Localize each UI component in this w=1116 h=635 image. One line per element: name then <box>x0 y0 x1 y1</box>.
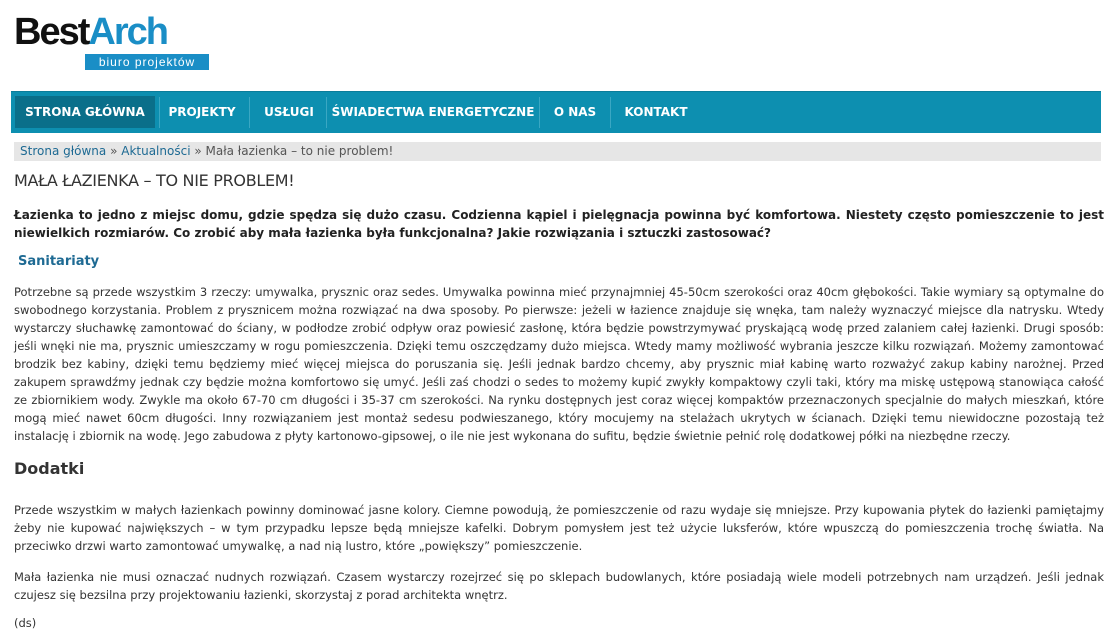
nav-item-swiadectwa[interactable]: ŚWIADECTWA ENERGETYCZNE <box>331 105 535 119</box>
article-paragraph: Potrzebne są przede wszystkim 3 rzeczy: umywalka, prysznic oraz sedes. Umywalka powinna mieć przynajmniej 45-50cm szerokości oraz 40cm głębokości. Takie wymiary są optymalne do swobodnego korzystania. Problem z prysznicem można rozwiązać na dwa sposoby. Po pierwsze: jeżeli w łazience znajduje się wnęka, tam należy wyznaczyć miejsce dla natrysku. Wtedy wystarczy słuchawkę zamontować do ściany, w podłodze zrobić odpływ oraz powiesić zasłonę, która będzie powstrzymywać pryskającą wodę przed zalaniem całej łazienki. Drugi sposób: jeśli wnęki nie ma, prysznic umieszczamy w rogu pomieszczenia. Dzięki temu oszczędzamy dużo miejsca. Wtedy mamy możliwość wybrania jeszcze kilku rozwiązań. Możemy zamontować brodzik bez kabiny, dzięki temu będziemy mieć więcej miejsca do poruszania się. Jeśli jednak bardzo chcemy, aby prysznic miał kabinę warto rozważyć zakup kabiny narożnej. Przed zakupem sprawdźmy jednak czy będzie można komfortowo się umyć. Jeśli zaś chodzi o sedes to możemy kupić zwykły kompaktowy czyli taki, który ma miskę ustępową stanowiąca całość ze zbiornikiem wody. Zwykle ma około 67-70 cm długości i 35-37 cm szerokości. Na rynku dostępnych jest coraz więcej kompaktów przeznaczonych specjalnie do małych mieszkań, które mogą mieć nawet 60cm długości. Inny rozwiązaniem jest montaż sedesu podwieszanego, który mocujemy na stelażach ukrytych w ścianach. Dzięki temu niewidoczne pozostają też instalację i zbiornik na wodę. Jego zabudowa z płyty kartonowo-gipsowej, o ile nie jest wykonana do sufitu, będzie świetnie pełnić rolę dodatkowej półki na niezbędne rzeczy. <box>14 285 1104 443</box>
nav-item-uslugi[interactable]: USŁUGI <box>264 105 314 119</box>
nav-item-strona-glowna[interactable]: STRONA GŁÓWNA <box>15 96 155 128</box>
breadcrumb-separator: » <box>106 144 122 158</box>
breadcrumb-home-link[interactable]: Strona główna <box>20 144 107 158</box>
breadcrumb <box>14 142 1101 161</box>
main-navigation <box>11 91 1101 133</box>
article-lead: Łazienka to jedno z miejsc domu, gdzie spędza się dużo czasu. Codzienna kąpiel i pielęgnacja powinna być komfortowa. Niestety często pomieszczenie to jest niewielkich rozmiarów. Co zrobić aby mała łazienka była funkcjonalna? Jakie rozwiązania i sztuczki zastosować? <box>14 208 1104 240</box>
nav-item-projekty[interactable]: PROJEKTY <box>168 105 236 119</box>
site-logo[interactable] <box>14 10 214 69</box>
breadcrumb-current: Mała łazienka – to nie problem! <box>205 144 394 158</box>
nav-item-kontakt[interactable]: KONTAKT <box>624 105 688 119</box>
article-paragraph: Przede wszystkim w małych łazienkach powinny dominować jasne kolory. Ciemne powodują, że pomieszczenie od razu wydaje się mniejsze. Przy kupowania płytek do łazienki pamiętajmy żeby nie kupować największych – w tym przypadku lepsze będą mniejsze kafelki. Dobrym pomysłem jest też użycie luksferów, które wpuszczą do pomieszczenia trochę światła. Na przeciwko drzwi warto zamontować umywalkę, a nad nią lustro, które „powiększy” pomieszczenie. <box>14 503 1104 553</box>
breadcrumb-separator: » <box>190 144 206 158</box>
logo-wordmark <box>14 10 167 54</box>
logo-tagline: biuro projektów <box>85 54 209 70</box>
nav-item-o-nas[interactable]: O NAS <box>553 105 597 119</box>
article-paragraph: Mała łazienka nie musi oznaczać nudnych rozwiązań. Czasem wystarczy rozejrzeć się po sklepach budowlanych, które posiadają wiele modeli potrzebnych nam urządzeń. Jeśli jednak czujesz się bezsilna przy projektowaniu łazienki, skorzystaj z porad architekta wnętrz. <box>14 570 1104 602</box>
breadcrumb-section-link[interactable]: Aktualności <box>121 144 191 158</box>
section-heading-dodatki: Dodatki <box>14 459 85 478</box>
section-heading-sanitariaty: Sanitariaty <box>18 254 100 269</box>
logo-arch: Arch <box>88 11 167 53</box>
logo-best: Best <box>14 11 89 53</box>
article-signature: (ds) <box>14 616 37 630</box>
page-title: MAŁA ŁAZIENKA – TO NIE PROBLEM! <box>14 171 295 190</box>
